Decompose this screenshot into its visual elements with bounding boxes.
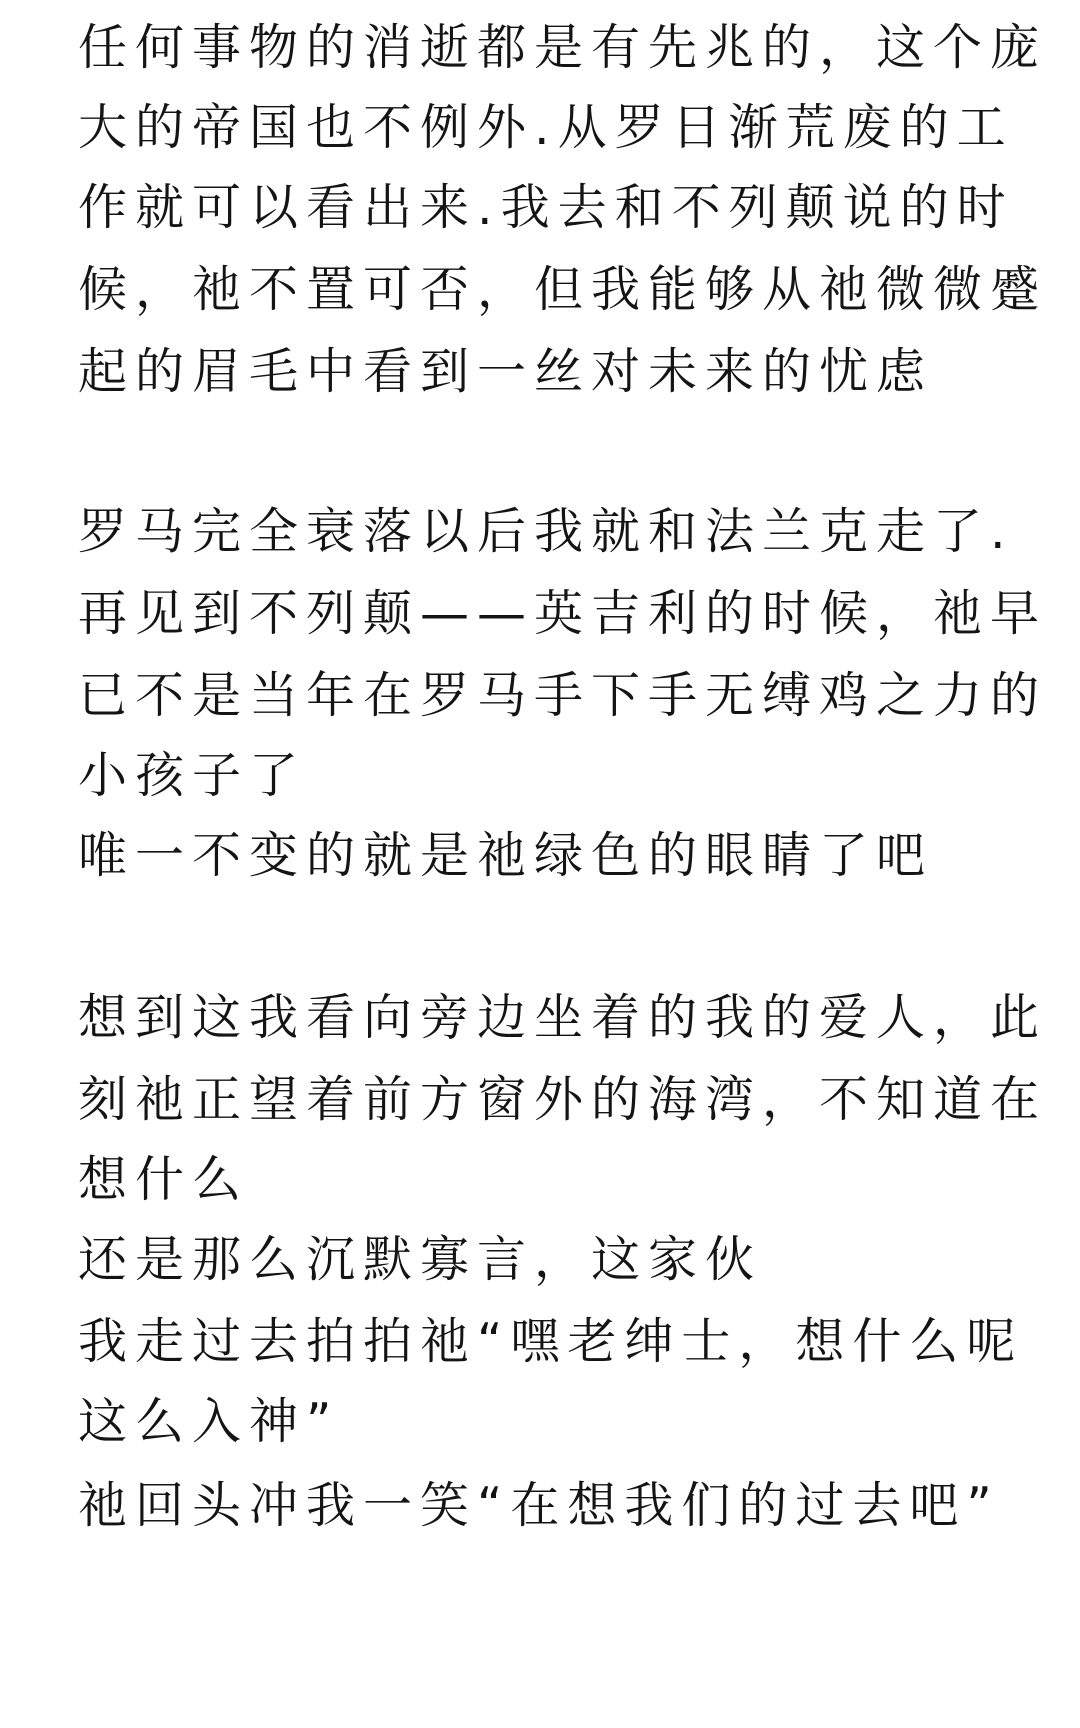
text-line: 作就可以看出来.我去和不列颠说的时 bbox=[78, 179, 1014, 236]
text-line: 大的帝国也不例外.从罗日渐荒废的工 bbox=[78, 99, 1014, 156]
text-line: 想到这我看向旁边坐着的我的爱人，此 bbox=[78, 989, 1048, 1046]
text-line: 祂回头冲我一笑“在想我们的过去吧” bbox=[78, 1477, 1000, 1534]
text-line: 罗马完全衰落以后我就和法兰克走了. bbox=[78, 503, 1014, 560]
text-line: 想什么 bbox=[78, 1151, 250, 1208]
text-line: 我走过去拍拍祂“嘿老绅士，想什么呢 bbox=[78, 1313, 1024, 1370]
text-line: 刻祂正望着前方窗外的海湾，不知道在 bbox=[78, 1071, 1048, 1128]
text-line: 小孩子了 bbox=[78, 747, 307, 804]
text-line: 这么入神” bbox=[78, 1393, 340, 1450]
text-line: 起的眉毛中看到一丝对未来的忧虑 bbox=[78, 343, 934, 400]
text-line: 再见到不列颠——英吉利的时候，祂早 bbox=[78, 585, 1048, 642]
text-line: 已不是当年在罗马手下手无缚鸡之力的 bbox=[78, 667, 1048, 724]
text-line: 唯一不变的就是祂绿色的眼睛了吧 bbox=[78, 827, 934, 884]
text-line: 任何事物的消逝都是有先兆的，这个庞 bbox=[78, 19, 1048, 76]
text-line: 还是那么沉默寡言，这家伙 bbox=[78, 1231, 763, 1288]
text-line: 候，祂不置可否，但我能够从祂微微蹙 bbox=[78, 261, 1048, 318]
